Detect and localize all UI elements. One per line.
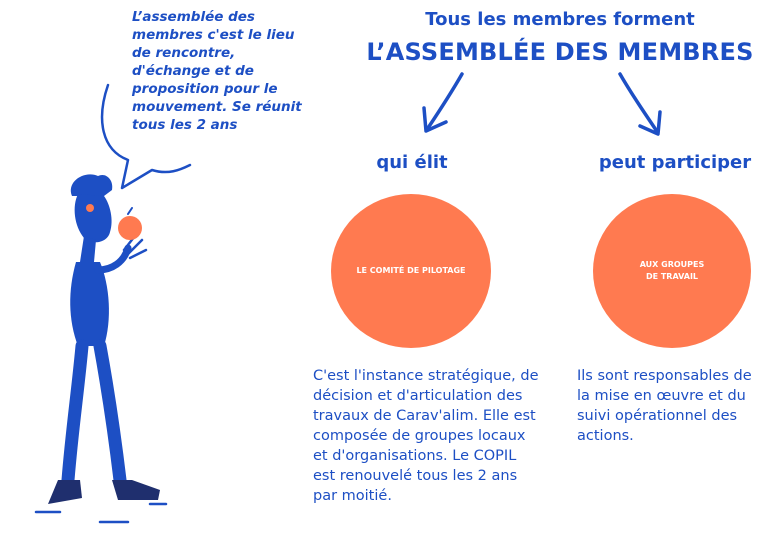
comite-pilotage-circle	[331, 194, 491, 348]
arrow-right-icon	[620, 74, 660, 134]
right-branch-heading: peut participer	[598, 152, 752, 173]
header-subtitle: Tous les membres forment	[425, 9, 695, 30]
right-branch-description: Ils sont responsables de la mise en œuvre et du suivi opérationnel des actions.	[577, 368, 752, 444]
speech-bubble-text: L’assemblée des membres c'est le lieu de rencontre, d'échange et de proposition pour le mouvement. Se réunit tous les 2 ans	[132, 9, 302, 133]
left-branch-heading: qui élit	[376, 152, 448, 173]
header-title: L’ASSEMBLÉE DES MEMBRES	[366, 38, 754, 66]
groupes-travail-circle	[593, 194, 751, 348]
left-branch-description: C'est l'instance stratégique, de décision et d'articulation des travaux de Carav'alim. Elle est composée de groupes locaux et d'organisations. Le COPIL est renouvelé tous les 2 ans par moitié.	[313, 368, 539, 504]
groupes-travail-label: AUX GROUPES DE TRAVAIL	[639, 260, 705, 281]
comite-pilotage-label: LE COMITÉ DE PILOTAGE	[356, 266, 466, 275]
arrow-left-icon	[424, 74, 462, 131]
person-figure-icon	[36, 174, 166, 522]
